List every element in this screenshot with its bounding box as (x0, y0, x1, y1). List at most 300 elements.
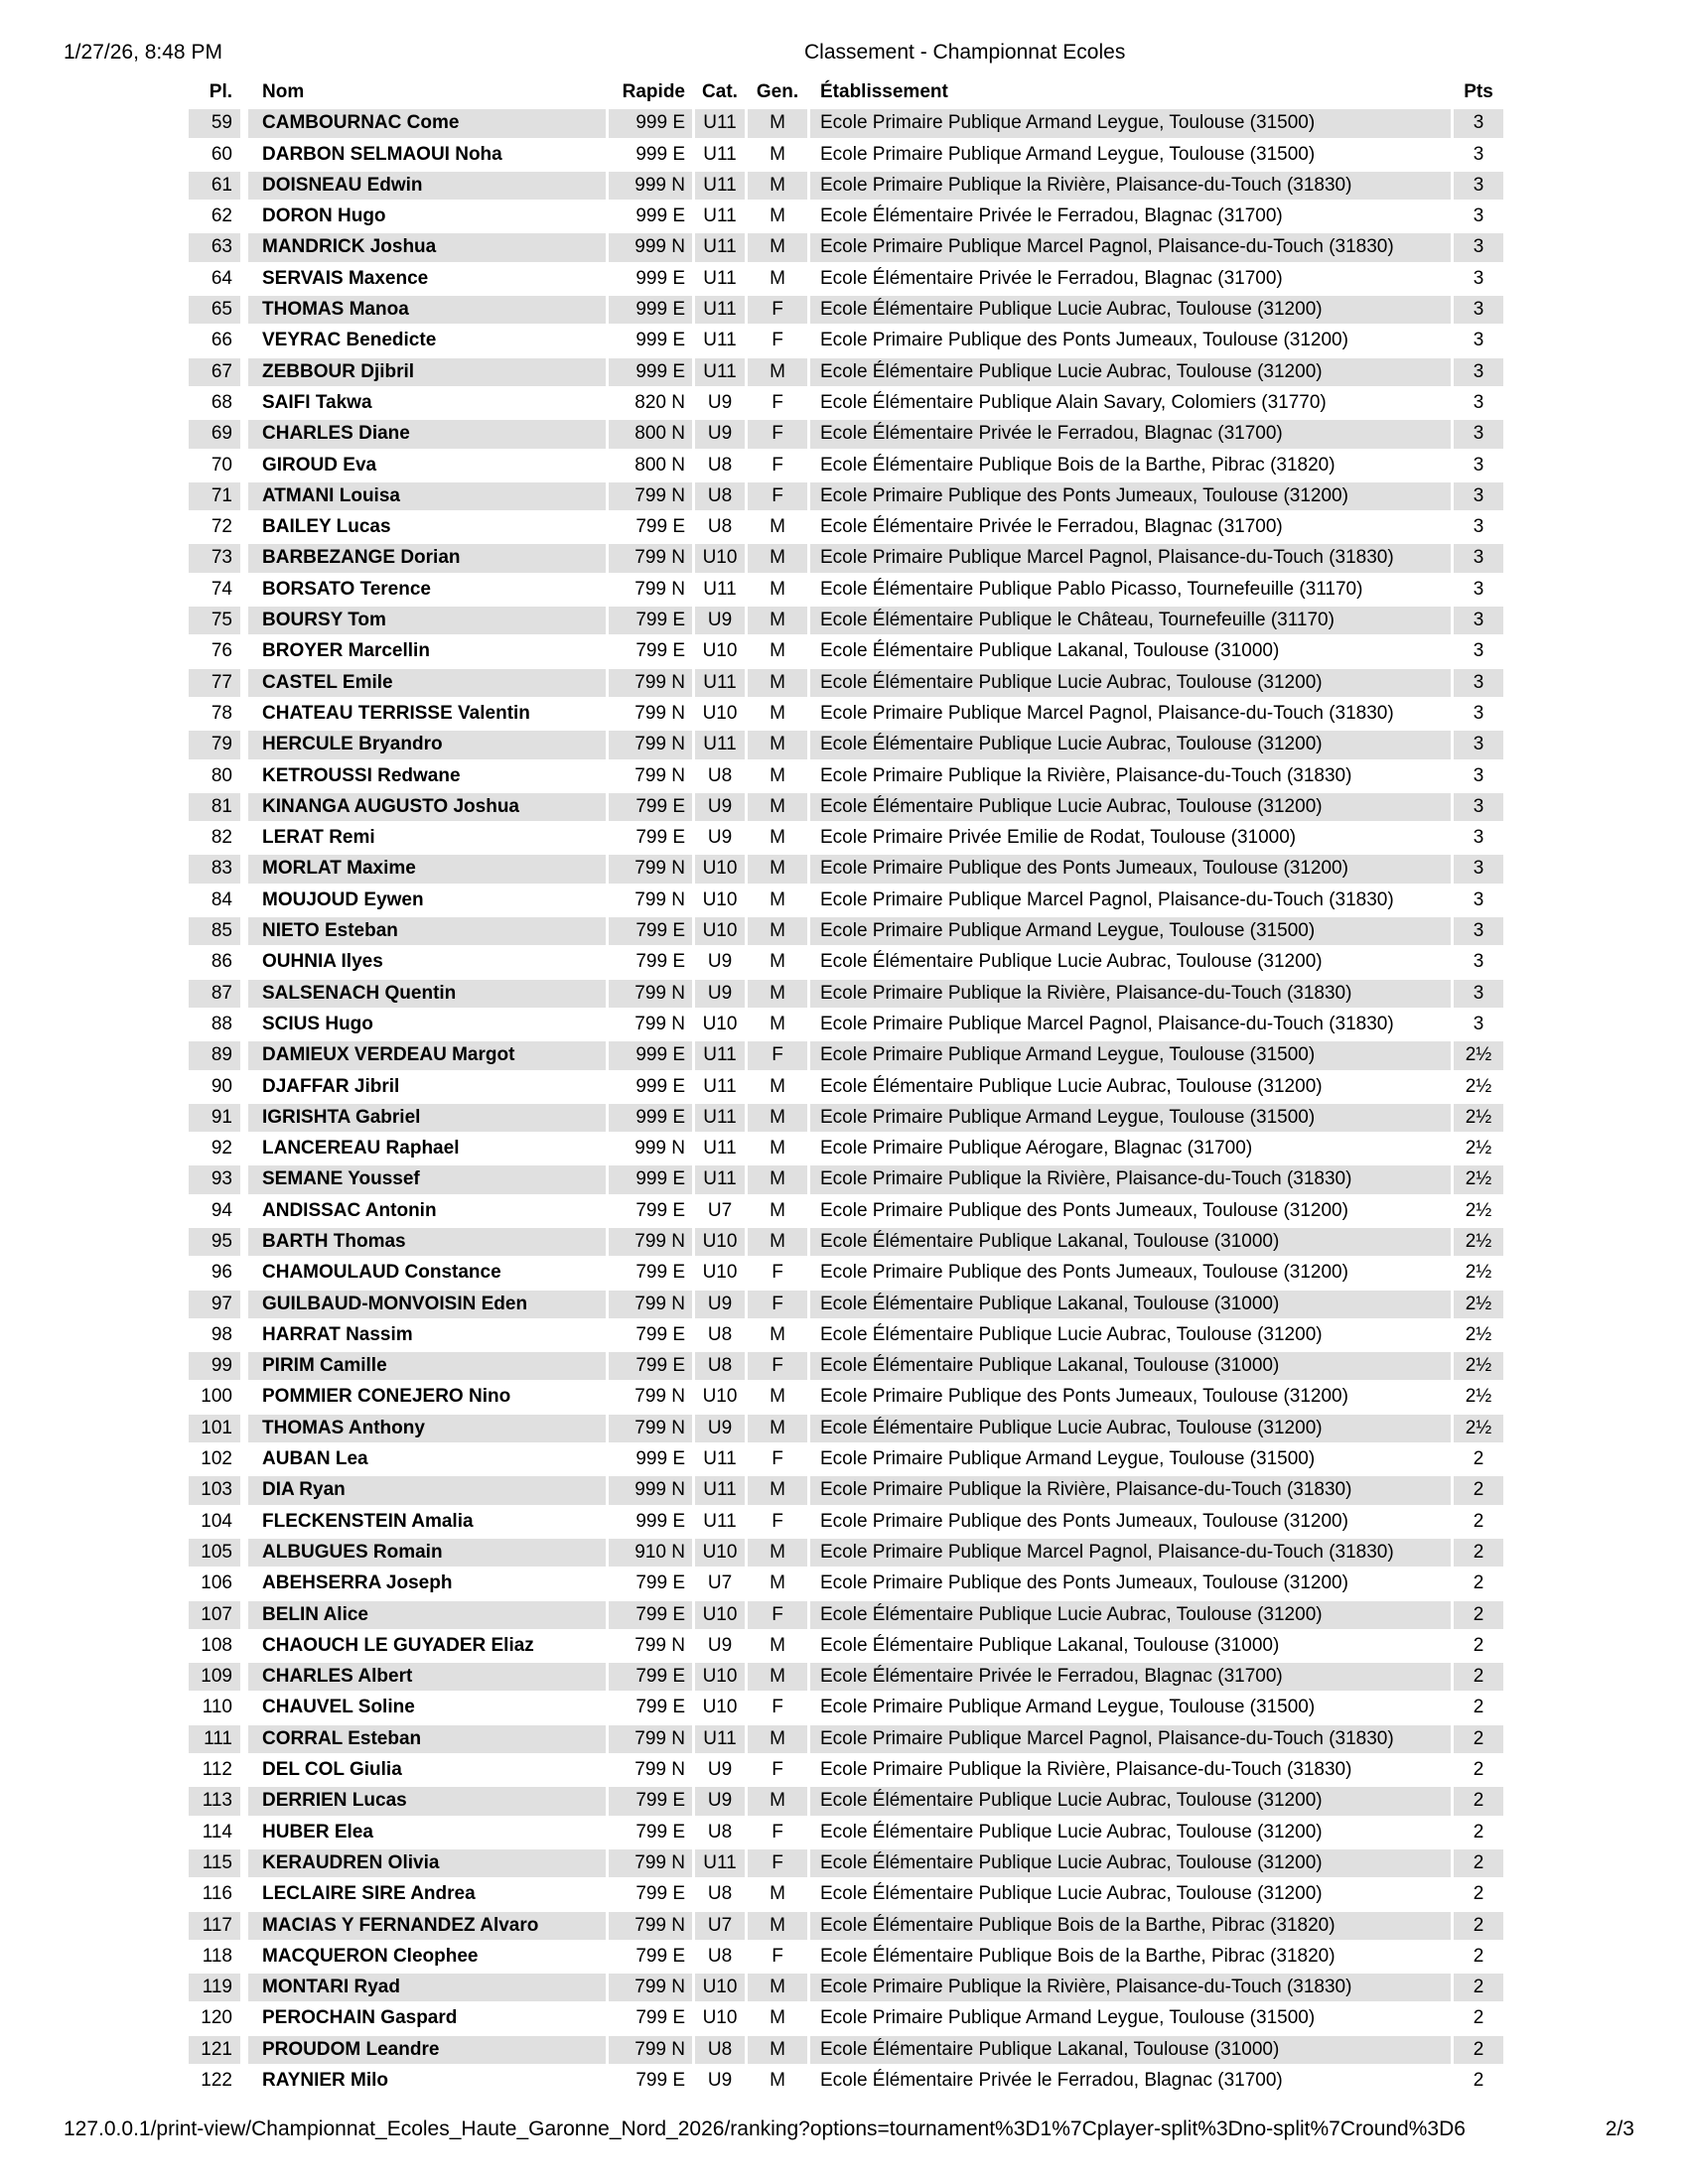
cell-place: 71 (189, 482, 240, 510)
cell-category: U8 (707, 454, 733, 476)
cell-spacer (243, 544, 245, 572)
cell-gender: M (748, 1539, 807, 1567)
cell-category: U11 (695, 1165, 745, 1193)
cell-place: 81 (189, 793, 240, 821)
cell-gender: M (748, 731, 807, 758)
cell-place: 59 (189, 109, 240, 137)
cell-category: U9 (695, 1415, 745, 1442)
cell-points: 2½ (1465, 1199, 1492, 1221)
table-row (189, 1974, 1503, 2001)
table-row (189, 513, 1503, 541)
cell-spacer (243, 172, 245, 200)
table-row (189, 1819, 1503, 1846)
cell-rating: 799 N (609, 1725, 692, 1753)
cell-rating: 999 E (635, 1510, 685, 1532)
cell-school: Ecole Élémentaire Privée le Ferradou, Blagnac (31700) (820, 267, 1283, 289)
cell-spacer (243, 1476, 245, 1504)
cell-rating: 799 N (609, 731, 692, 758)
cell-category: U10 (695, 1663, 745, 1691)
cell-category: U9 (695, 607, 745, 634)
cell-category: U8 (707, 1883, 733, 1905)
table-row (189, 948, 1503, 976)
cell-points: 2½ (1465, 1138, 1492, 1160)
cell-spacer (243, 948, 245, 976)
cell-category: U10 (695, 917, 745, 945)
cell-name: FLECKENSTEIN Amalia (262, 1510, 474, 1532)
cell-points: 2 (1454, 1912, 1503, 1940)
cell-name: VEYRAC Benedicte (262, 330, 437, 351)
cell-school: Ecole Primaire Publique la Rivière, Plaisance-du-Touch (31830) (820, 764, 1352, 786)
cell-category: U7 (707, 1199, 733, 1221)
cell-place: 89 (189, 1041, 240, 1069)
cell-name: CASTEL Emile (248, 669, 606, 697)
cell-name: MACIAS Y FERNANDEZ Alvaro (248, 1912, 606, 1940)
cell-gender: F (772, 1697, 783, 1718)
table-row (189, 1041, 1503, 1069)
cell-rating: 799 N (609, 544, 692, 572)
cell-name: KETROUSSI Redwane (262, 764, 461, 786)
cell-rating: 799 E (635, 1199, 685, 1221)
cell-spacer (243, 669, 245, 697)
cell-category: U11 (695, 109, 745, 137)
column-header-name: Nom (262, 81, 305, 102)
cell-points: 3 (1473, 267, 1484, 289)
cell-place: 107 (189, 1601, 240, 1629)
cell-points: 3 (1454, 980, 1503, 1008)
cell-spacer (243, 1321, 245, 1349)
cell-name: SCIUS Hugo (262, 1013, 373, 1034)
cell-rating: 999 E (609, 1104, 692, 1132)
cell-points: 3 (1454, 793, 1503, 821)
cell-rating: 799 N (634, 888, 685, 910)
cell-school: Ecole Élémentaire Publique Lucie Aubrac, Toulouse (31200) (810, 731, 1451, 758)
cell-points: 2½ (1454, 1291, 1503, 1318)
cell-spacer (243, 1787, 245, 1815)
cell-name: PIRIM Camille (248, 1352, 606, 1380)
cell-gender: F (772, 1945, 783, 1967)
cell-name: DIA Ryan (248, 1476, 606, 1504)
cell-name: DORON Hugo (262, 205, 386, 227)
table-row (189, 1073, 1503, 1101)
cell-category: U10 (702, 1262, 738, 1284)
cell-rating: 799 N (609, 1974, 692, 2001)
cell-school: Ecole Élémentaire Privée le Ferradou, Blagnac (31700) (820, 516, 1283, 538)
cell-rating: 999 E (609, 109, 692, 137)
cell-place: 82 (211, 827, 232, 849)
cell-name: LANCEREAU Raphael (262, 1138, 460, 1160)
cell-gender: M (748, 1787, 807, 1815)
cell-name: BOURSY Tom (248, 607, 606, 634)
cell-name: PROUDOM Leandre (248, 2036, 606, 2064)
cell-rating: 799 N (609, 482, 692, 510)
cell-gender: M (748, 1165, 807, 1193)
cell-school: Ecole Élémentaire Publique Lakanal, Toulouse (31000) (810, 1228, 1451, 1256)
cell-school: Ecole Primaire Publique Marcel Pagnol, Plaisance-du-Touch (31830) (820, 702, 1394, 724)
cell-spacer (243, 700, 245, 728)
cell-name: LECLAIRE SIRE Andrea (262, 1883, 476, 1905)
cell-school: Ecole Élémentaire Publique Lucie Aubrac, Toulouse (31200) (810, 1601, 1451, 1629)
table-row (189, 1663, 1503, 1691)
cell-gender: F (748, 1041, 807, 1069)
cell-school: Ecole Élémentaire Publique le Château, Tournefeuille (31170) (810, 607, 1451, 634)
cell-name: BELIN Alice (248, 1601, 606, 1629)
cell-category: U8 (707, 1323, 733, 1345)
cell-school: Ecole Élémentaire Publique Alain Savary, Colomiers (31770) (820, 391, 1327, 413)
cell-place: 108 (201, 1634, 232, 1656)
cell-school: Ecole Primaire Publique Armand Leygue, Toulouse (31500) (810, 1104, 1451, 1132)
cell-spacer (243, 887, 245, 914)
cell-school: Ecole Primaire Publique Marcel Pagnol, Plaisance-du-Touch (31830) (820, 1013, 1394, 1034)
cell-rating: 799 E (635, 2070, 685, 2091)
cell-category: U11 (695, 172, 745, 200)
table-row (189, 607, 1503, 634)
cell-spacer (243, 1943, 245, 1971)
cell-school: Ecole Élémentaire Publique Lucie Aubrac, Toulouse (31200) (810, 296, 1451, 324)
cell-category: U9 (707, 1634, 733, 1656)
cell-category: U10 (695, 544, 745, 572)
cell-gender: F (748, 1849, 807, 1877)
cell-spacer (243, 1632, 245, 1660)
cell-gender: M (748, 793, 807, 821)
table-row (189, 1756, 1503, 1784)
cell-points: 2 (1473, 1759, 1484, 1781)
cell-name: PEROCHAIN Gaspard (262, 2007, 458, 2029)
cell-category: U9 (695, 420, 745, 448)
cell-place: 86 (211, 951, 232, 973)
cell-place: 65 (189, 296, 240, 324)
cell-name: DOISNEAU Edwin (248, 172, 606, 200)
cell-name: HUBER Elea (262, 1821, 373, 1843)
cell-gender: M (748, 607, 807, 634)
cell-rating: 910 N (609, 1539, 692, 1567)
print-footer-url: 127.0.0.1/print-view/Championnat_Ecoles_Haute_Garonne_Nord_2026/ranking?options=tournament%3D1%7Cplayer-split%3Dno-split%7Cround%3D6 (64, 2117, 1466, 2140)
print-header-title: Classement - Championnat Ecoles (804, 41, 1126, 64)
cell-school: Ecole Élémentaire Publique Lakanal, Toulouse (31000) (810, 1291, 1451, 1318)
cell-school: Ecole Primaire Publique Armand Leygue, Toulouse (31500) (820, 1697, 1316, 1718)
cell-name: SERVAIS Maxence (262, 267, 429, 289)
cell-place: 105 (189, 1539, 240, 1567)
cell-place: 73 (189, 544, 240, 572)
cell-school: Ecole Primaire Publique des Ponts Jumeaux, Toulouse (31200) (810, 482, 1451, 510)
cell-rating: 799 E (609, 1352, 692, 1380)
cell-school: Ecole Primaire Publique Armand Leygue, Toulouse (31500) (820, 2007, 1316, 2029)
cell-rating: 799 N (609, 1228, 692, 1256)
cell-gender: M (770, 2007, 785, 2029)
cell-category: U9 (707, 2070, 733, 2091)
cell-gender: F (772, 1510, 783, 1532)
cell-points: 2½ (1465, 1075, 1492, 1097)
cell-spacer (243, 1880, 245, 1908)
cell-category: U8 (695, 1352, 745, 1380)
table-row (189, 1694, 1503, 1721)
cell-place: 99 (189, 1352, 240, 1380)
cell-points: 2 (1473, 1448, 1484, 1470)
cell-school: Ecole Primaire Publique des Ponts Jumeaux, Toulouse (31200) (820, 1510, 1348, 1532)
cell-category: U11 (695, 1476, 745, 1504)
cell-rating: 800 N (634, 454, 685, 476)
table-row (189, 203, 1503, 230)
cell-name: THOMAS Manoa (248, 296, 606, 324)
cell-spacer (243, 793, 245, 821)
cell-name: MACQUERON Cleophee (262, 1945, 479, 1967)
cell-school: Ecole Primaire Publique Armand Leygue, Toulouse (31500) (820, 143, 1316, 165)
cell-school: Ecole Élémentaire Publique Lucie Aubrac, Toulouse (31200) (810, 1849, 1451, 1877)
cell-school: Ecole Primaire Publique Marcel Pagnol, Plaisance-du-Touch (31830) (810, 1539, 1451, 1567)
cell-school: Ecole Primaire Publique des Ponts Jumeaux, Toulouse (31200) (820, 1572, 1348, 1594)
cell-points: 2½ (1454, 1165, 1503, 1193)
cell-name: GIROUD Eva (262, 454, 377, 476)
cell-school: Ecole Primaire Publique Armand Leygue, Toulouse (31500) (810, 917, 1451, 945)
cell-category: U8 (707, 1945, 733, 1967)
cell-name: SALSENACH Quentin (248, 980, 606, 1008)
cell-place: 111 (189, 1725, 240, 1753)
cell-name: CHATEAU TERRISSE Valentin (262, 702, 530, 724)
print-footer-page-number: 2/3 (1605, 2117, 1634, 2140)
cell-name: BORSATO Terence (262, 578, 431, 600)
cell-name: CHARLES Albert (248, 1663, 606, 1691)
table-row (189, 420, 1503, 448)
table-row (189, 1291, 1503, 1318)
cell-place: 92 (211, 1138, 232, 1160)
cell-category: U10 (702, 2007, 738, 2029)
cell-place: 95 (189, 1228, 240, 1256)
cell-points: 3 (1473, 1013, 1484, 1034)
cell-rating: 999 E (635, 330, 685, 351)
cell-school: Ecole Primaire Publique des Ponts Jumeaux, Toulouse (31200) (820, 1386, 1348, 1408)
table-row (189, 2004, 1503, 2032)
cell-category: U10 (702, 888, 738, 910)
cell-spacer (243, 1725, 245, 1753)
cell-place: 79 (189, 731, 240, 758)
table-row (189, 669, 1503, 697)
cell-school: Ecole Primaire Publique Marcel Pagnol, Plaisance-du-Touch (31830) (810, 544, 1451, 572)
cell-gender: M (770, 1199, 785, 1221)
cell-points: 2 (1454, 1476, 1503, 1504)
cell-gender: M (770, 1634, 785, 1656)
cell-gender: M (748, 109, 807, 137)
table-row (189, 980, 1503, 1008)
cell-name: LERAT Remi (262, 827, 375, 849)
cell-spacer (243, 2067, 245, 2095)
cell-gender: M (748, 172, 807, 200)
table-row (189, 1445, 1503, 1473)
table-row (189, 172, 1503, 200)
cell-name: CHARLES Diane (248, 420, 606, 448)
cell-category: U7 (707, 1572, 733, 1594)
cell-spacer (243, 1912, 245, 1940)
cell-place: 101 (189, 1415, 240, 1442)
cell-name: BAILEY Lucas (262, 516, 391, 538)
table-row (189, 762, 1503, 790)
table-row (189, 1725, 1503, 1753)
column-header-gender: Gen. (756, 81, 799, 102)
cell-rating: 799 E (635, 1572, 685, 1594)
cell-place: 83 (189, 855, 240, 883)
cell-points: 3 (1473, 516, 1484, 538)
cell-name: POMMIER CONEJERO Nino (262, 1386, 511, 1408)
cell-rating: 799 E (635, 951, 685, 973)
table-row (189, 637, 1503, 665)
cell-points: 3 (1473, 330, 1484, 351)
cell-points: 3 (1473, 888, 1484, 910)
cell-place: 78 (211, 702, 232, 724)
cell-school: Ecole Élémentaire Publique Pablo Picasso, Tournefeuille (31170) (820, 578, 1363, 600)
cell-gender: F (772, 1262, 783, 1284)
cell-points: 3 (1454, 420, 1503, 448)
cell-points: 3 (1473, 454, 1484, 476)
cell-points: 3 (1454, 172, 1503, 200)
cell-points: 2 (1454, 1663, 1503, 1691)
cell-rating: 799 N (609, 669, 692, 697)
cell-school: Ecole Primaire Publique des Ponts Jumeaux, Toulouse (31200) (820, 1199, 1348, 1221)
cell-place: 113 (189, 1787, 240, 1815)
cell-name: ATMANI Louisa (248, 482, 606, 510)
table-row (189, 1539, 1503, 1567)
cell-gender: M (748, 1415, 807, 1442)
cell-school: Ecole Primaire Publique Armand Leygue, Toulouse (31500) (820, 1448, 1316, 1470)
cell-name: CHAMOULAUD Constance (262, 1262, 501, 1284)
cell-category: U11 (695, 296, 745, 324)
cell-spacer (243, 1135, 245, 1162)
cell-school: Ecole Primaire Publique des Ponts Jumeaux, Toulouse (31200) (820, 330, 1348, 351)
cell-spacer (243, 482, 245, 510)
cell-school: Ecole Primaire Publique Aérogare, Blagnac (31700) (820, 1138, 1253, 1160)
cell-school: Ecole Élémentaire Publique Lucie Aubrac, Toulouse (31200) (820, 1323, 1323, 1345)
cell-name: THOMAS Anthony (248, 1415, 606, 1442)
cell-category: U10 (702, 1697, 738, 1718)
cell-spacer (243, 109, 245, 137)
cell-rating: 799 N (609, 2036, 692, 2064)
cell-place: 88 (211, 1013, 232, 1034)
cell-spacer (243, 1104, 245, 1132)
cell-place: 64 (211, 267, 232, 289)
cell-spacer (243, 2004, 245, 2032)
cell-category: U10 (695, 855, 745, 883)
cell-points: 2½ (1454, 1415, 1503, 1442)
cell-spacer (243, 389, 245, 417)
cell-category: U11 (703, 205, 737, 227)
cell-school: Ecole Primaire Publique des Ponts Jumeaux, Toulouse (31200) (820, 1262, 1348, 1284)
cell-spacer (243, 1041, 245, 1069)
cell-rating: 799 E (609, 917, 692, 945)
cell-points: 2½ (1454, 1104, 1503, 1132)
cell-spacer (243, 731, 245, 758)
table-row (189, 1321, 1503, 1349)
cell-gender: M (748, 544, 807, 572)
cell-spacer (243, 1011, 245, 1038)
cell-category: U10 (702, 1013, 738, 1034)
cell-gender: F (772, 1448, 783, 1470)
cell-category: U11 (695, 233, 745, 261)
column-header-rating: Rapide (622, 81, 685, 102)
cell-spacer (243, 233, 245, 261)
cell-rating: 999 E (635, 205, 685, 227)
cell-points: 2½ (1465, 1386, 1492, 1408)
cell-name: NIETO Esteban (248, 917, 606, 945)
cell-gender: M (748, 2036, 807, 2064)
cell-points: 3 (1454, 358, 1503, 386)
cell-rating: 799 E (635, 1945, 685, 1967)
cell-school: Ecole Primaire Publique la Rivière, Plaisance-du-Touch (31830) (810, 172, 1451, 200)
cell-points: 2 (1473, 2007, 1484, 2029)
cell-spacer (243, 2036, 245, 2064)
cell-points: 2 (1454, 1974, 1503, 2001)
cell-spacer (243, 420, 245, 448)
cell-rating: 799 E (635, 1262, 685, 1284)
cell-spacer (243, 358, 245, 386)
cell-name: KERAUDREN Olivia (248, 1849, 606, 1877)
table-row (189, 296, 1503, 324)
cell-spacer (243, 1259, 245, 1287)
cell-gender: M (748, 1974, 807, 2001)
cell-place: 116 (202, 1883, 232, 1905)
cell-category: U11 (703, 578, 737, 600)
table-header-row (189, 78, 1503, 106)
cell-place: 90 (211, 1075, 232, 1097)
cell-gender: M (770, 888, 785, 910)
cell-rating: 999 E (635, 1448, 685, 1470)
cell-rating: 999 E (635, 1075, 685, 1097)
print-header-date: 1/27/26, 8:48 PM (64, 41, 222, 64)
table-row (189, 917, 1503, 945)
cell-rating: 799 N (634, 1386, 685, 1408)
cell-name: ABEHSERRA Joseph (262, 1572, 453, 1594)
cell-category: U7 (695, 1912, 745, 1940)
cell-spacer (243, 576, 245, 604)
cell-points: 3 (1454, 109, 1503, 137)
cell-gender: F (748, 482, 807, 510)
table-row (189, 1912, 1503, 1940)
cell-name: CAMBOURNAC Come (248, 109, 606, 137)
cell-school: Ecole Élémentaire Publique Lucie Aubrac, Toulouse (31200) (810, 669, 1451, 697)
cell-school: Ecole Élémentaire Publique Lucie Aubrac, Toulouse (31200) (810, 1415, 1451, 1442)
cell-place: 98 (211, 1323, 232, 1345)
cell-rating: 999 E (609, 358, 692, 386)
cell-points: 2 (1454, 1539, 1503, 1567)
cell-category: U9 (707, 951, 733, 973)
cell-gender: F (748, 1601, 807, 1629)
cell-place: 96 (211, 1262, 232, 1284)
cell-category: U11 (695, 1849, 745, 1877)
cell-gender: M (770, 205, 785, 227)
cell-school: Ecole Primaire Publique Marcel Pagnol, Plaisance-du-Touch (31830) (810, 1725, 1451, 1753)
cell-points: 3 (1473, 391, 1484, 413)
cell-spacer (243, 824, 245, 852)
cell-points: 3 (1454, 296, 1503, 324)
cell-place: 60 (211, 143, 232, 165)
cell-school: Ecole Primaire Publique la Rivière, Plaisance-du-Touch (31830) (810, 1165, 1451, 1193)
cell-rating: 799 N (609, 980, 692, 1008)
table-row (189, 1508, 1503, 1536)
cell-rating: 799 N (634, 1759, 685, 1781)
cell-rating: 799 E (635, 2007, 685, 2029)
cell-name: OUHNIA Ilyes (262, 951, 383, 973)
cell-name: SEMANE Youssef (248, 1165, 606, 1193)
cell-points: 3 (1473, 764, 1484, 786)
cell-rating: 999 E (609, 1041, 692, 1069)
cell-category: U9 (707, 827, 733, 849)
cell-spacer (243, 1291, 245, 1318)
cell-gender: M (770, 2070, 785, 2091)
ranking-table (186, 75, 1506, 2098)
cell-gender: M (770, 1323, 785, 1345)
cell-spacer (243, 1756, 245, 1784)
cell-category: U9 (707, 391, 733, 413)
cell-rating: 799 N (609, 855, 692, 883)
cell-category: U9 (707, 1759, 733, 1781)
cell-points: 3 (1454, 855, 1503, 883)
cell-place: 93 (189, 1165, 240, 1193)
